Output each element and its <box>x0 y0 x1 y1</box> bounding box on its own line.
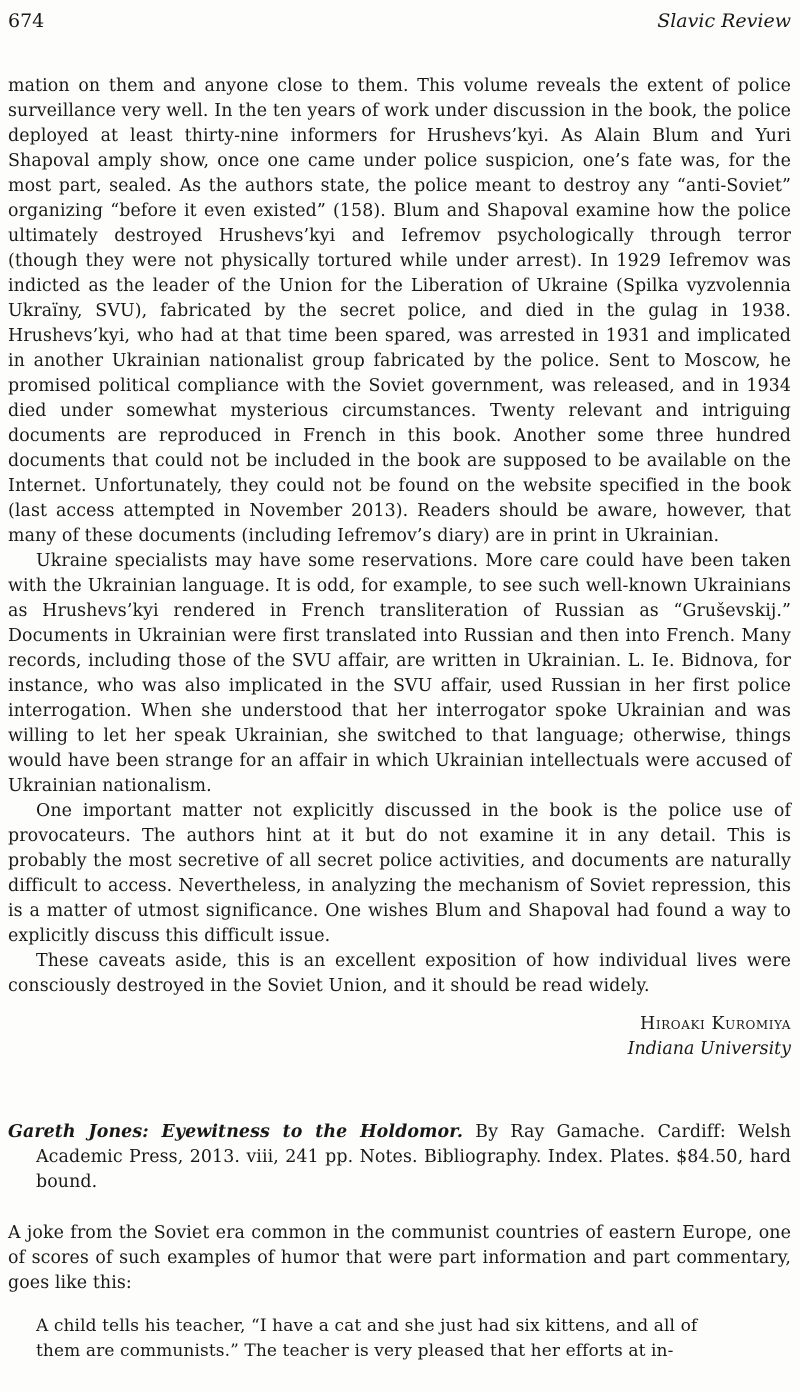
page-number: 674 <box>8 10 45 32</box>
book-title: Gareth Jones: Eyewitness to the Holdomor. <box>8 1122 464 1142</box>
review-blum-shapoval <box>8 74 791 1062</box>
book-citation-details: By Ray Gamache. Cardiff: Welsh Academic Press, 2013. viii, 241 pp. Notes. Bibliography. Index. Plates. $84.50, hard bound. <box>36 1122 791 1192</box>
review-paragraph: One important matter not explicitly discussed in the book is the police use of provocateurs. The authors hint at it but do not examine it in any detail. This is probably the most secretive of all secret police activities, and documents are naturally difficult to access. Nevertheless, in analyzing the mechanism of Soviet repression, this is a matter of utmost significance. One wishes Blum and Shapoval had found a way to explicitly discuss this difficult issue. <box>8 801 791 946</box>
book-citation <box>8 1120 791 1195</box>
reviewer-name: Hiroaki Kuromiya <box>640 1014 791 1034</box>
review-paragraph-continuation: mation on them and anyone close to them. This volume reveals the extent of police surveillance very well. In the ten years of work under discussion in the book, the police deployed at least thirty-nine informers for Hrushevs’kyi. As Alain Blum and Yuri Shapoval amply show, once one came under police suspicion, one’s fate was, for the most part, sealed. As the authors state, the police meant to destroy any “anti-Soviet” organizing “before it even existed” (158). Blum and Shapoval examine how the police ultimately destroyed Hrushevs’kyi and Iefremov psychologically through terror (though they were not physically tortured while under arrest). In 1929 Iefremov was indicted as the leader of the Union for the Liberation of Ukraine (Spilka vyzvolennia Ukraïny, SVU), fabricated by the secret police, and died in the gulag in 1938. Hrushevs’kyi, who had at that time been spared, was arrested in 1931 and implicated in another Ukrainian nationalist group fabricated by the police. Sent to Moscow, he promised political compliance with the Soviet government, was released, and in 1934 died under somewhat mysterious circumstances. Twenty relevant and intriguing documents are reproduced in French in this book. Another some three hundred documents that could not be included in the book are supposed to be available on the Internet. Unfortunately, they could not be found on the website specified in the book (last access attempted in November 2013). Readers should be aware, however, that many of these documents (including Iefremov’s diary) are in print in Ukrainian. <box>8 76 791 546</box>
review-paragraph: Ukraine specialists may have some reservations. More care could have been taken with the Ukrainian language. It is odd, for example, to see such well-known Ukrainians as Hrushevs’kyi rendered in French transliteration of Russian as “Gruševskij.” Documents in Ukrainian were first translated into Russian and then into French. Many records, including those of the SVU affair, are written in Ukrainian. L. Ie. Bidnova, for instance, who was also implicated in the SVU affair, used Russian in her first police interrogation. When she understood that her interrogator spoke Ukrainian and was willing to let her speak Ukrainian, she switched to that language; otherwise, things would have been strange for an affair in which Ukrainian intellectuals were accused of Ukrainian nationalism. <box>8 551 791 796</box>
joke-block-quote: A child tells his teacher, “I have a cat and she just had six kittens, and all of them are communists.” The teacher is very pleased that her efforts at in- <box>36 1316 698 1361</box>
review-paragraph: A joke from the Soviet era common in the communist countries of eastern Europe, one of scores of such examples of humor that were part information and part commentary, goes like this: <box>8 1223 791 1293</box>
page-body <box>8 74 791 1364</box>
review-signature <box>8 1012 791 1062</box>
journal-title: Slavic Review <box>657 10 791 32</box>
review-paragraph: These caveats aside, this is an excellent exposition of how individual lives were consciously destroyed in the Soviet Union, and it should be read widely. <box>8 951 791 996</box>
page-header <box>8 8 791 34</box>
review-gamache <box>8 1120 791 1364</box>
reviewer-affiliation: Indiana University <box>627 1039 791 1059</box>
